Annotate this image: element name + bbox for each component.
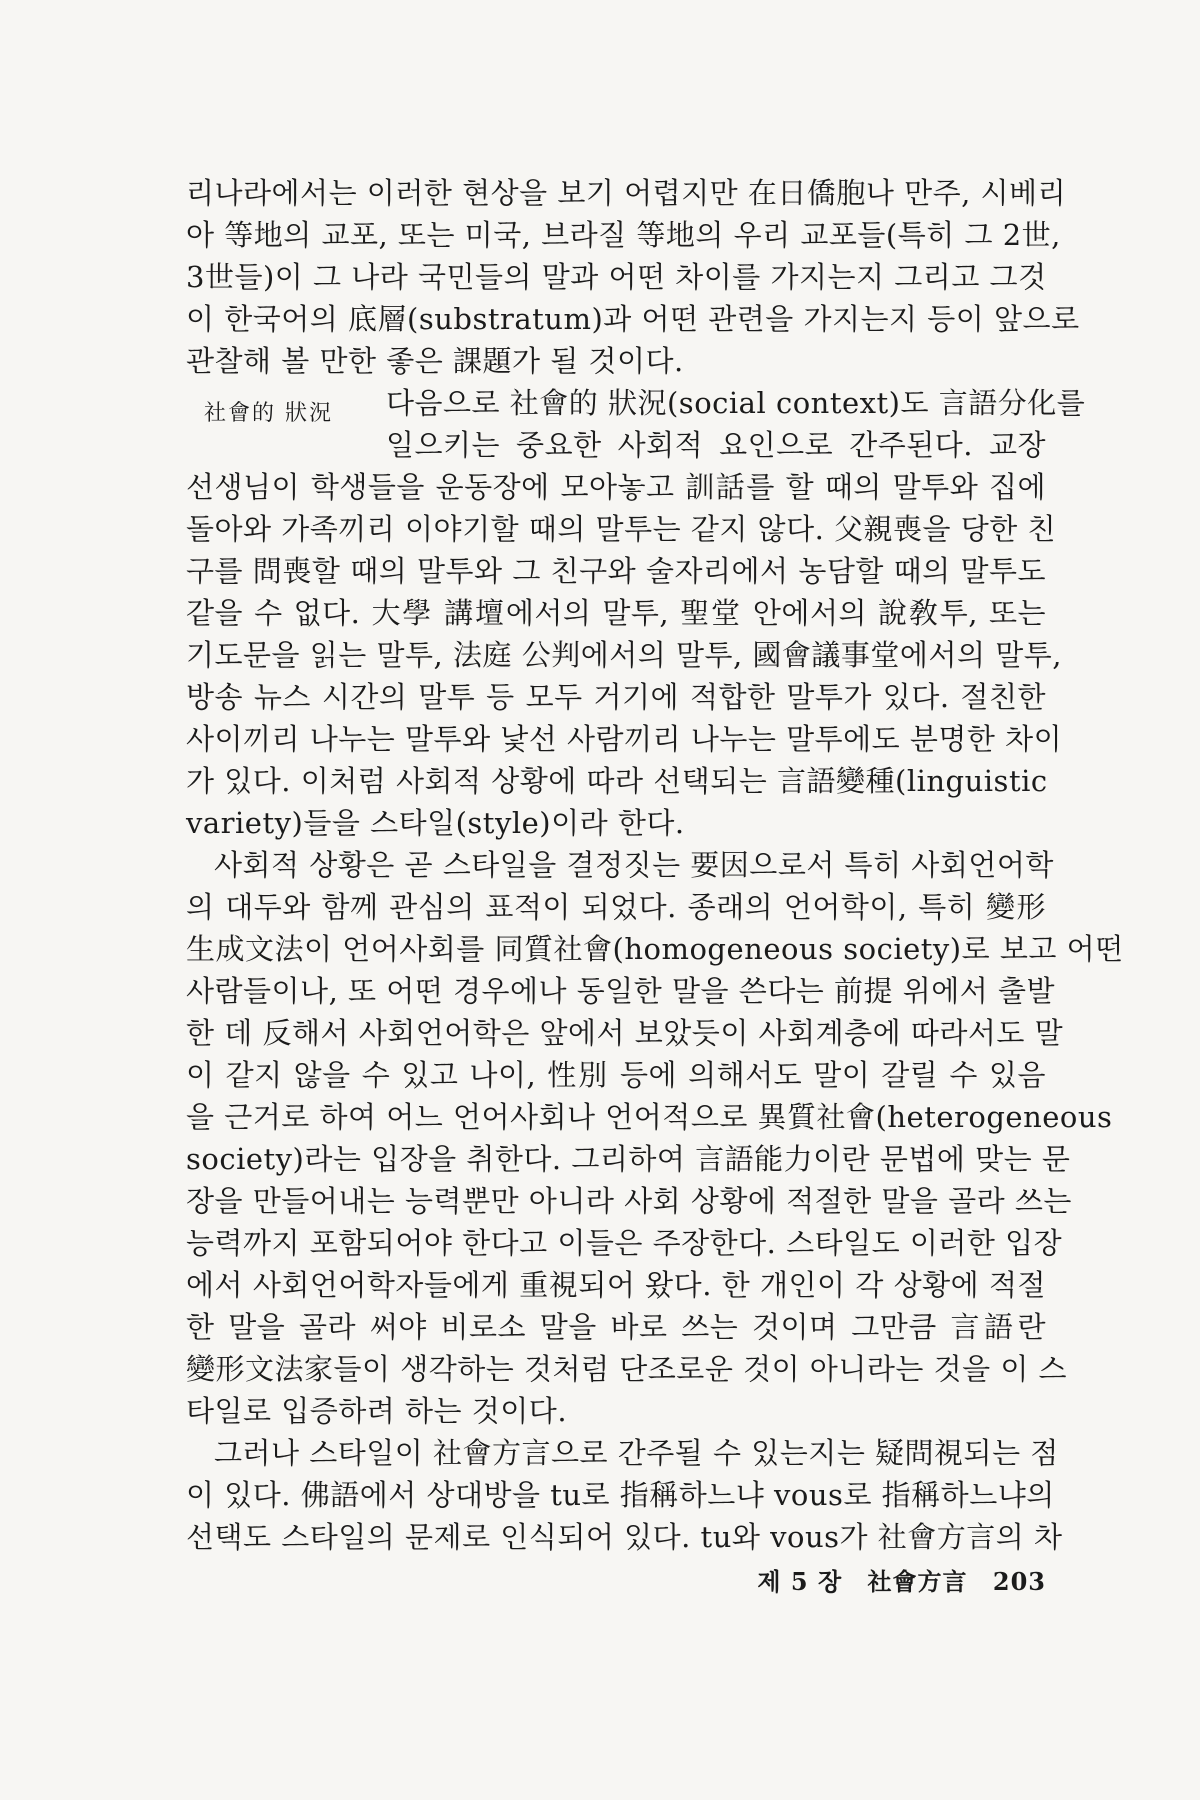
text-line: 선생님이 학생들을 운동장에 모아놓고 訓話를 할 때의 말투와 집에	[186, 470, 1046, 504]
page-footer	[700, 1562, 1046, 1597]
text-line: 生成文法이 언어사회를 同質社會(homogeneous society)로 보고 어떤	[186, 932, 1124, 966]
text-line: 능력까지 포함되어야 한다고 이들은 주장한다. 스타일도 이러한 입장	[186, 1226, 1063, 1260]
text-line: 관찰해 볼 만한 좋은 課題가 될 것이다.	[186, 344, 684, 378]
text-line: 이 같지 않을 수 있고 나이, 性別 등에 의해서도 말이 갈릴 수 있음	[186, 1058, 1046, 1092]
body-text	[186, 172, 1124, 1558]
text-line: 구를 問喪할 때의 말투와 그 친구와 술자리에서 농담할 때의 말투도	[186, 554, 1046, 588]
paragraph-3	[186, 1432, 1063, 1558]
text-line: 을 근거로 하여 어느 언어사회나 언어적으로 異質社會(heterogeneous	[186, 1100, 1113, 1134]
text-line: 다음으로 社會的 狀況(social context)도 言語分化를	[386, 386, 1086, 420]
text-line: 사회적 상황은 곧 스타일을 결정짓는 要因으로서 특히 사회언어학	[214, 848, 1054, 882]
text-line: 선택도 스타일의 문제로 인식되어 있다. tu와 vous가 社會方言의 차	[186, 1520, 1063, 1554]
chapter-title: 社會方言	[867, 1567, 968, 1596]
text-line: 아 等地의 교포, 또는 미국, 브라질 等地의 우리 교포들(특히 그 2世,	[186, 218, 1061, 252]
text-line: 방송 뉴스 시간의 말투 등 모두 거기에 적합한 말투가 있다. 절친한	[186, 680, 1046, 714]
text-line: 가 있다. 이처럼 사회적 상황에 따라 선택되는 言語變種(linguistic	[186, 764, 1048, 798]
text-line: 이 한국어의 底層(substratum)과 어떤 관련을 가지는지 등이 앞으로	[186, 302, 1080, 336]
section-opening-lines	[386, 382, 1086, 466]
text-line: 한 데 反해서 사회언어학은 앞에서 보았듯이 사회계층에 따라서도 말	[186, 1016, 1064, 1050]
text-line: 같을 수 없다. 大學 講壇에서의 말투, 聖堂 안에서의 說敎투, 또는	[186, 596, 1046, 630]
text-line: society)라는 입장을 취한다. 그리하여 言語能力이란 문법에 맞는 문	[186, 1142, 1071, 1176]
text-line: 일으키는 중요한 사회적 요인으로 간주된다. 교장	[386, 428, 1046, 462]
text-line: 의 대두와 함께 관심의 표적이 되었다. 종래의 언어학이, 특히 變形	[186, 890, 1046, 924]
section-start	[186, 382, 1086, 466]
chapter-label: 제 5 장	[757, 1567, 843, 1596]
text-line: 기도문을 읽는 말투, 法庭 公判에서의 말투, 國會議事堂에서의 말투,	[186, 638, 1062, 672]
text-line: variety)들을 스타일(style)이라 한다.	[186, 806, 685, 840]
text-line: 타일로 입증하려 하는 것이다.	[186, 1394, 568, 1428]
paragraph-2	[186, 844, 1124, 1432]
paragraph-1	[186, 466, 1063, 844]
text-line: 3世들)이 그 나라 국민들의 말과 어떤 차이를 가지는지 그리고 그것	[186, 260, 1047, 294]
text-line: 사람들이나, 또 어떤 경우에나 동일한 말을 쓴다는 前提 위에서 출발	[186, 974, 1056, 1008]
text-line: 돌아와 가족끼리 이야기할 때의 말투는 같지 않다. 父親喪을 당한 친	[186, 512, 1057, 546]
side-heading: 社會的 狀況	[204, 401, 333, 426]
text-line: 그러나 스타일이 社會方言으로 간주될 수 있는지는 疑問視되는 점	[214, 1436, 1059, 1470]
text-line: 에서 사회언어학자들에게 重視되어 왔다. 한 개인이 각 상황에 적절	[186, 1268, 1046, 1302]
text-line: 한 말을 골라 써야 비로소 말을 바로 쓰는 것이며 그만큼 言語란	[186, 1310, 1046, 1344]
text-line: 리나라에서는 이러한 현상을 보기 어렵지만 在日僑胞나 만주, 시베리	[186, 176, 1067, 210]
page-number: 203	[992, 1567, 1046, 1596]
text-line: 장을 만들어내는 능력뿐만 아니라 사회 상황에 적절한 말을 골라 쓰는	[186, 1184, 1072, 1218]
text-line: 이 있다. 佛語에서 상대방을 tu로 指稱하느냐 vous로 指稱하느냐의	[186, 1478, 1055, 1512]
text-line: 變形文法家들이 생각하는 것처럼 단조로운 것이 아니라는 것을 이 스	[186, 1352, 1068, 1386]
intro-paragraph	[186, 172, 1080, 382]
text-line: 사이끼리 나누는 말투와 낯선 사람끼리 나누는 말투에도 분명한 차이	[186, 722, 1063, 756]
